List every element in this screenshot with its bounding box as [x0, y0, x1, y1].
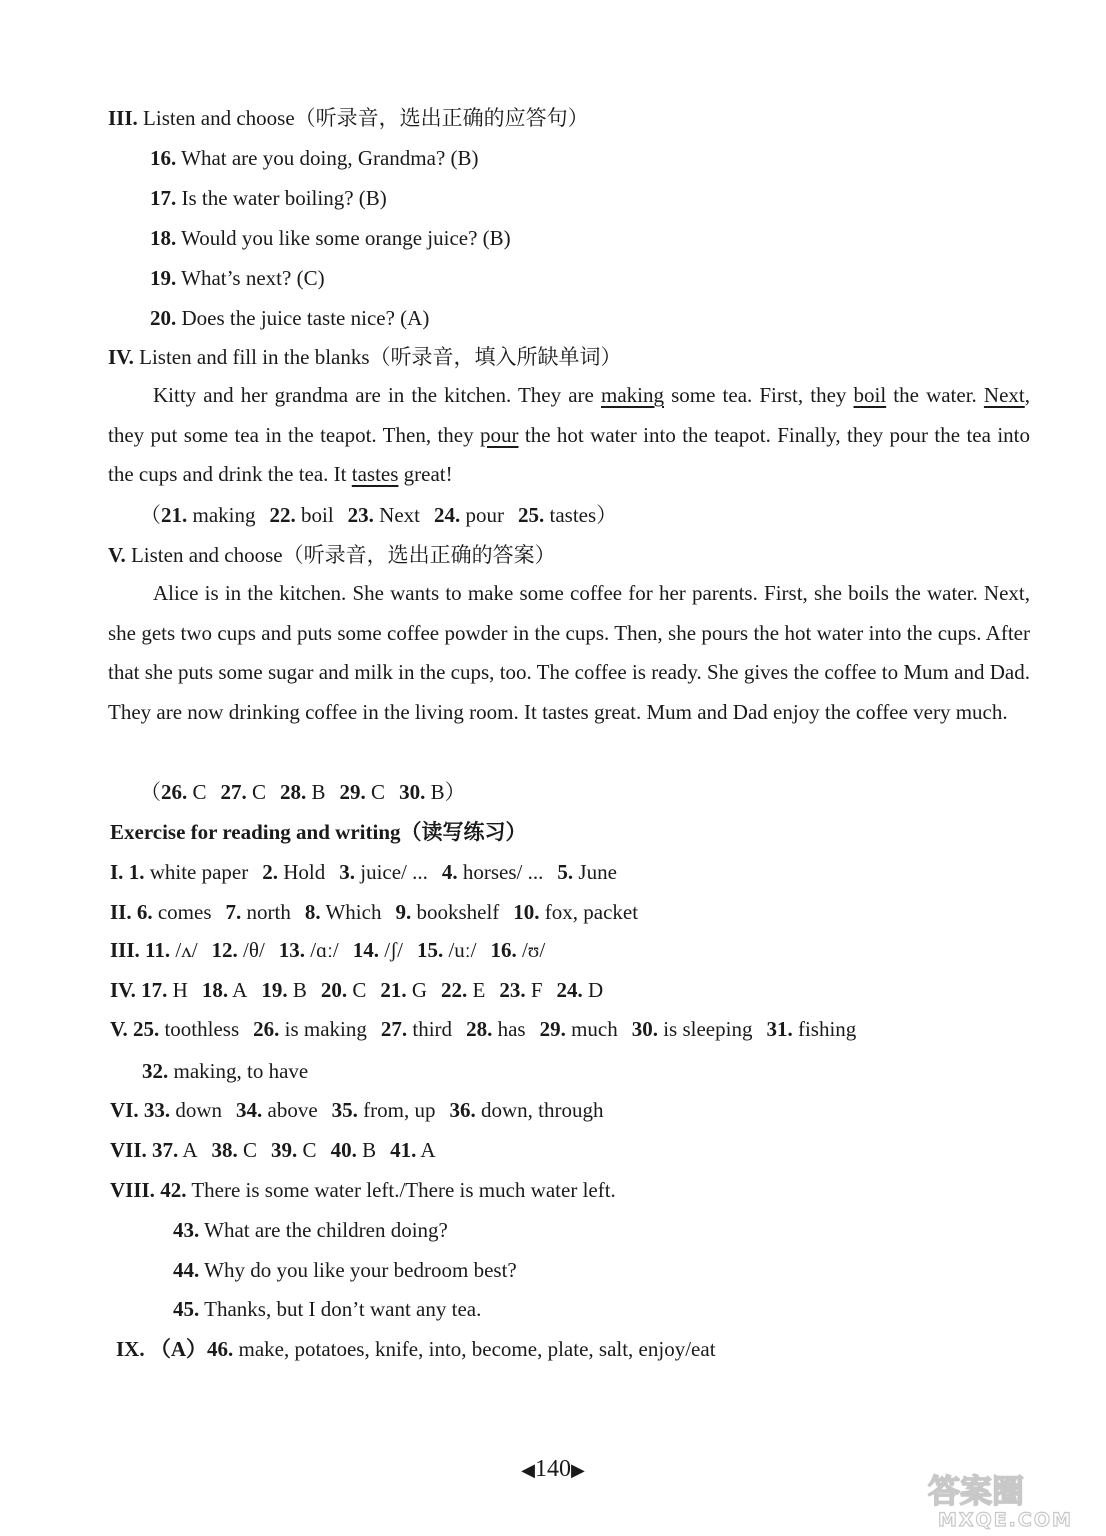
blank-answer: tastes — [351, 462, 399, 486]
watermark-url: MXQE.COM — [938, 1509, 1073, 1530]
answer-row-viii: VIII. 42. There is some water left./There is much water left. — [110, 1178, 616, 1202]
list-item: 20. Does the juice taste nice? (A) — [150, 306, 430, 330]
answer-row-v-continued: 32. making, to have — [142, 1059, 309, 1083]
triangle-left-icon: ◀ — [521, 1460, 535, 1480]
list-item: 43. What are the children doing? — [173, 1218, 448, 1242]
answer-row-iv: IV. 17. H 18. A 19. B 20. C 21. G 22. E 23. F 24. D — [110, 978, 604, 1002]
list-item: 16. What are you doing, Grandma? (B) — [150, 146, 479, 170]
section-label: IV. — [108, 345, 134, 369]
triangle-right-icon: ▶ — [571, 1460, 585, 1480]
list-item: 19. What’s next? (C) — [150, 266, 325, 290]
blank-answer: making — [600, 383, 664, 407]
watermark-logo — [924, 1470, 1102, 1530]
section-v-header — [108, 545, 556, 566]
answer-line: （21. making 22. boil 23. Next 24. pour 25. tastes） — [140, 503, 618, 527]
blank-answer: boil — [853, 383, 887, 407]
answer-row-v: V. 25. toothless 26. is making 27. third 28. has 29. much 30. is sleeping 31. fishing — [110, 1017, 857, 1041]
section-heading: Exercise for reading and writing（读写练习） — [110, 820, 527, 844]
section-title: Listen and choose（听录音，选出正确的应答句） — [143, 106, 589, 130]
answer-row-iii: III. 11. /ʌ/ 12. /θ/ 13. /ɑː/ 14. /ʃ/ 15. /uː/ 16. /ʊ/ — [110, 938, 546, 962]
list-item: 17. Is the water boiling? (B) — [150, 186, 387, 210]
answer-row-i: I. 1. white paper 2. Hold 3. juice/ ... 4. horses/ ... 5. June — [110, 860, 617, 884]
list-item: 45. Thanks, but I don’t want any tea. — [173, 1297, 482, 1321]
answer-line: （26. C 27. C 28. B 29. C 30. B） — [140, 780, 466, 804]
section-iv-header — [108, 347, 622, 368]
fill-in-paragraph: Kitty and her grandma are in the kitchen. They are making some tea. First, they boil the water. Next, they put some tea in the teapot. Then, they pour the hot water into the teapot. Finally, they pour the tea into the cups and drink the tea. It tastes great! — [108, 383, 1030, 486]
answer-row-ix: IX. （A）46. make, potatoes, knife, into, become, plate, salt, enjoy/eat — [116, 1337, 716, 1361]
section-iii-header — [108, 108, 589, 129]
list-item: 18. Would you like some orange juice? (B) — [150, 226, 511, 250]
answer-row-ii: II. 6. comes 7. north 8. Which 9. bookshelf 10. fox, packet — [110, 900, 639, 924]
page-number: ◀140▶ — [521, 1456, 585, 1482]
reading-paragraph: Alice is in the kitchen. She wants to make some coffee for her parents. First, she boils the water. Next, she gets two cups and puts some coffee powder in the cups. Then, she pours the hot water into the cups. After that she puts some sugar and milk in the cups, too. The coffee is ready. She gives the coffee to Mum and Dad. They are now drinking coffee in the living room. It tastes great. Mum and Dad enjoy the coffee very much. — [108, 581, 1030, 724]
section-label: III. — [108, 106, 138, 130]
blank-answer: Next — [983, 383, 1025, 407]
section-title: Listen and fill in the blanks（听录音，填入所缺单词） — [139, 345, 622, 369]
answer-row-vi: VI. 33. down 34. above 35. from, up 36. down, through — [110, 1098, 604, 1122]
section-title: Listen and choose（听录音，选出正确的答案） — [130, 543, 556, 567]
blank-answer: pour — [480, 422, 519, 447]
answer-row-vii: VII. 37. A 38. C 39. C 40. B 41. A — [110, 1138, 436, 1162]
section-label: V. — [108, 543, 126, 567]
watermark-text: 答案圈 — [928, 1472, 1025, 1510]
list-item: 44. Why do you like your bedroom best? — [173, 1258, 517, 1282]
